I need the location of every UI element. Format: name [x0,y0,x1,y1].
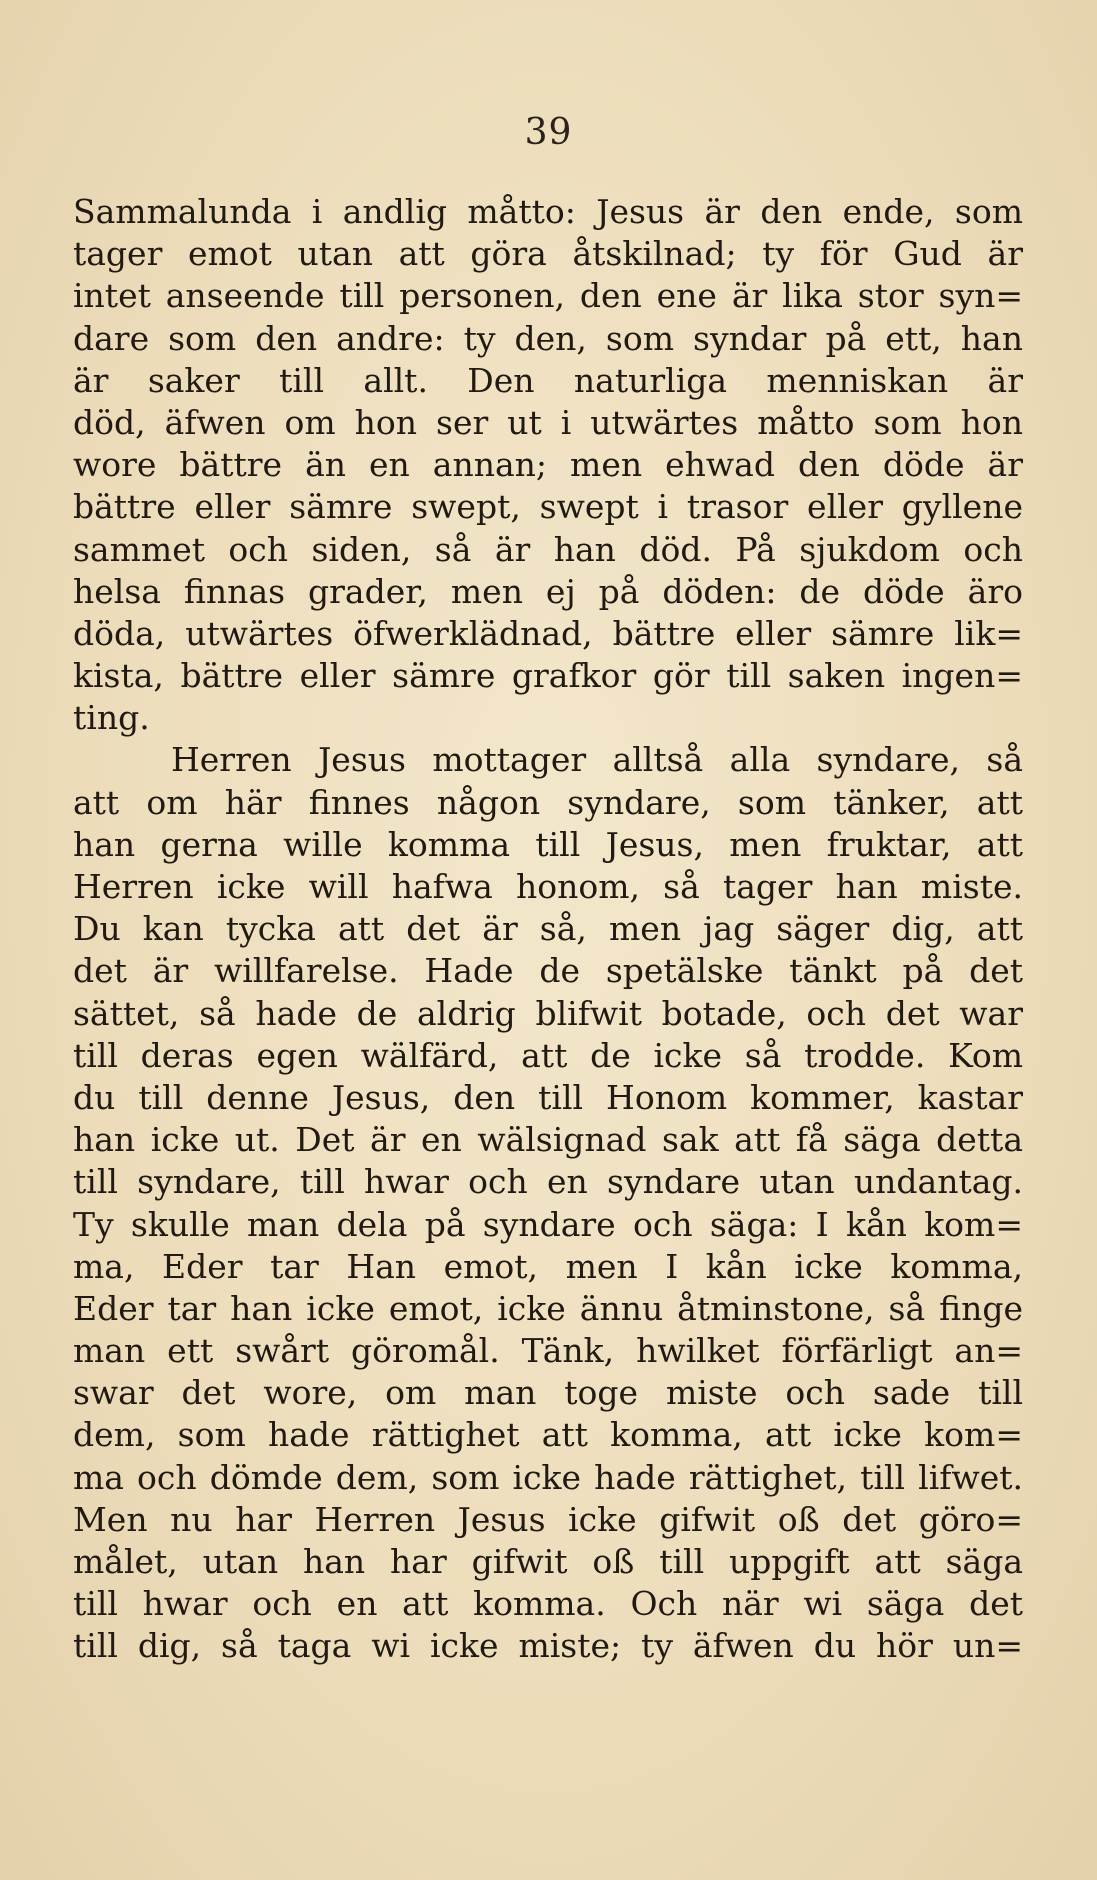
text-line: Sammalunda i andlig måtto: Jesus är den ende, som [73,192,1023,231]
text-line: att om här finnes någon syndare, som tänker, att [73,782,1023,822]
text-line: det är willfarelse. Hade de spetälske tänkt på det [73,951,1023,991]
text-line: ma och dömde dem, som icke hade rättighet, till lifwet. [73,1457,1023,1497]
text-line: han gerna wille komma till Jesus, men fruktar, att [73,824,1023,864]
text-line: är saker till allt. Den naturliga menniskan är [73,360,1023,400]
paragraph-first-line: Herren Jesus mottager alltså alla syndare, så [171,740,1023,780]
text-line: swar det wore, om man toge miste och sade till [73,1373,1023,1413]
text-line: Men nu har Herren Jesus icke gifwit oß det göro= [73,1499,1023,1539]
text-line: helsa finnas grader, men ej på döden: de döde äro [73,571,1023,611]
text-line: wore bättre än en annan; men ehwad den döde är [73,445,1023,485]
text-line: dem, som hade rättighet att komma, att icke kom= [73,1415,1023,1455]
text-line: till hwar och en att komma. Och när wi säga det [73,1584,1023,1624]
text-line: Eder tar han icke emot, icke ännu åtminstone, så finge [73,1288,1023,1328]
text-line: han icke ut. Det är en wälsignad sak att få säga detta [73,1120,1023,1160]
text-line: kista, bättre eller sämre grafkor gör till saken ingen= [73,656,1023,696]
text-line: bättre eller sämre swept, swept i trasor eller gyllene [73,487,1023,527]
text-line: sammet och siden, så är han död. På sjukdom och [73,529,1023,569]
text-line: ma, Eder tar Han emot, men I kån icke komma, [73,1246,1023,1286]
text-line: intet anseende till personen, den ene är lika stor syn= [73,276,1023,316]
text-line: målet, utan han har gifwit oß till uppgift att säga [73,1542,1023,1581]
text-line: död, äfwen om hon ser ut i utwärtes måtto som hon [73,402,1023,442]
text-line: döda, utwärtes öfwerklädnad, bättre eller sämre lik= [73,613,1023,653]
text-line: du till denne Jesus, den till Honom kommer, kastar [73,1077,1023,1117]
text-line: Ty skulle man dela på syndare och säga: I kån kom= [73,1204,1023,1244]
text-line: till dig, så taga wi icke miste; ty äfwen du hör un= [73,1626,1023,1666]
body-text [73,191,1023,1668]
text-line: tager emot utan att göra åtskilnad; ty för Gud är [73,234,1023,274]
text-line: sättet, så hade de aldrig blifwit botade, och det war [73,993,1023,1033]
text-line: dare som den andre: ty den, som syndar på ett, han [73,318,1023,358]
paragraph-end-line: ting. [73,698,150,738]
page-number: 39 [524,112,573,153]
text-line: Du kan tycka att det är så, men jag säger dig, att [73,909,1023,949]
text-line: till syndare, till hwar och en syndare utan undantag. [73,1162,1023,1202]
text-line: till deras egen wälfärd, att de icke så trodde. Kom [73,1035,1023,1075]
text-line: man ett swårt göromål. Tänk, hwilket förfärligt an= [73,1331,1023,1371]
text-line: Herren icke will hafwa honom, så tager han miste. [73,867,1023,906]
